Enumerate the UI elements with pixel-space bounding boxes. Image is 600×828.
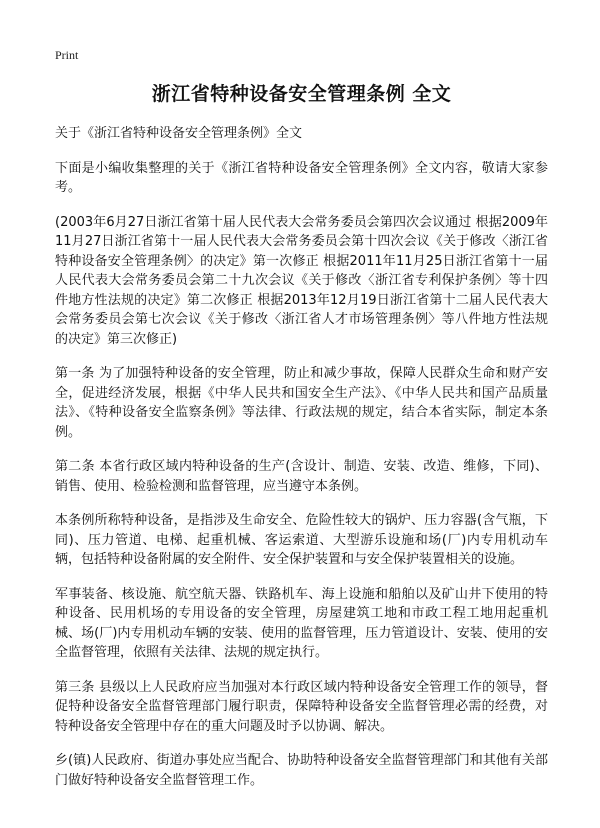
article-2: 第二条 本省行政区域内特种设备的生产(含设计、制造、安装、改造、维修，下同)、销售、使用、检验检测和监督管理，应当遵守本条例。 bbox=[55, 459, 548, 494]
article-1: 第一条 为了加强特种设备的安全管理，防止和减少事故，保障人民群众生命和财产安全，促进经济发展，根据《中华人民共和国安全生产法》、《中华人民共和国产品质量法》、《特种设备安全监察条例》等法律、行政法规的规定，结合本省实际，制定本条例。 bbox=[55, 366, 548, 440]
print-link[interactable]: Print bbox=[55, 48, 79, 62]
article-2-special-equipment-definition: 本条例所称特种设备，是指涉及生命安全、危险性较大的锅炉、压力容器(含气瓶，下同)、压力管道、电梯、起重机械、客运索道、大型游乐设施和场(厂)内专用机动车辆，包括特种设备附属的安全附件、安全保护装置和与安全保护装置相关的设施。 bbox=[55, 513, 548, 567]
subtitle: 关于《浙江省特种设备安全管理条例》全文 bbox=[55, 126, 303, 141]
article-3: 第三条 县级以上人民政府应当加强对本行政区域内特种设备安全管理工作的领导，督促特种设备安全监督管理部门履行职责，保障特种设备安全监督管理必需的经费，对特种设备安全管理中存在的重大问题及时予以协调、解决。 bbox=[55, 679, 548, 734]
article-3-township-duties: 乡(镇)人民政府、街道办事处应当配合、协助特种设备安全监督管理部门和其他有关部门做好特种设备安全监督管理工作。 bbox=[55, 753, 548, 788]
revision-history: (2003年6月27日浙江省第十届人民代表大会常务委员会第四次会议通过 根据2009年11月27日浙江省第十一届人民代表大会常务委员会第十四次会议《关于修改〈浙江省特种设备安全管理条例〉的决定》第一次修正 根据2011年11月25日浙江省第十一届人民代表大会常务委员会第二十九次会议《关于修改〈浙江省专利保护条例〉等十四件地方性法规的决定》第二次修正 根据2013年12月19日浙江省第十二届人民代表大会常务委员会第七次会议《关于修改〈浙江省人才市场管理条例〉等八件地方性法规的决定》第三次修正) bbox=[55, 214, 548, 347]
intro-paragraph: 下面是小编收集整理的关于《浙江省特种设备安全管理条例》全文内容，敬请大家参考。 bbox=[55, 160, 548, 195]
page-title: 浙江省特种设备安全管理条例 全文 bbox=[151, 83, 452, 105]
article-2-exclusions: 军事装备、核设施、航空航天器、铁路机车、海上设施和船舶以及矿山井下使用的特种设备、民用机场的专用设备的安全管理，房屋建筑工地和市政工程工地用起重机械、场(厂)内专用机动车辆的安装、使用的监督管理，压力管道设计、安装、使用的安全监督管理，依照有关法律、法规的规定执行。 bbox=[55, 586, 548, 660]
